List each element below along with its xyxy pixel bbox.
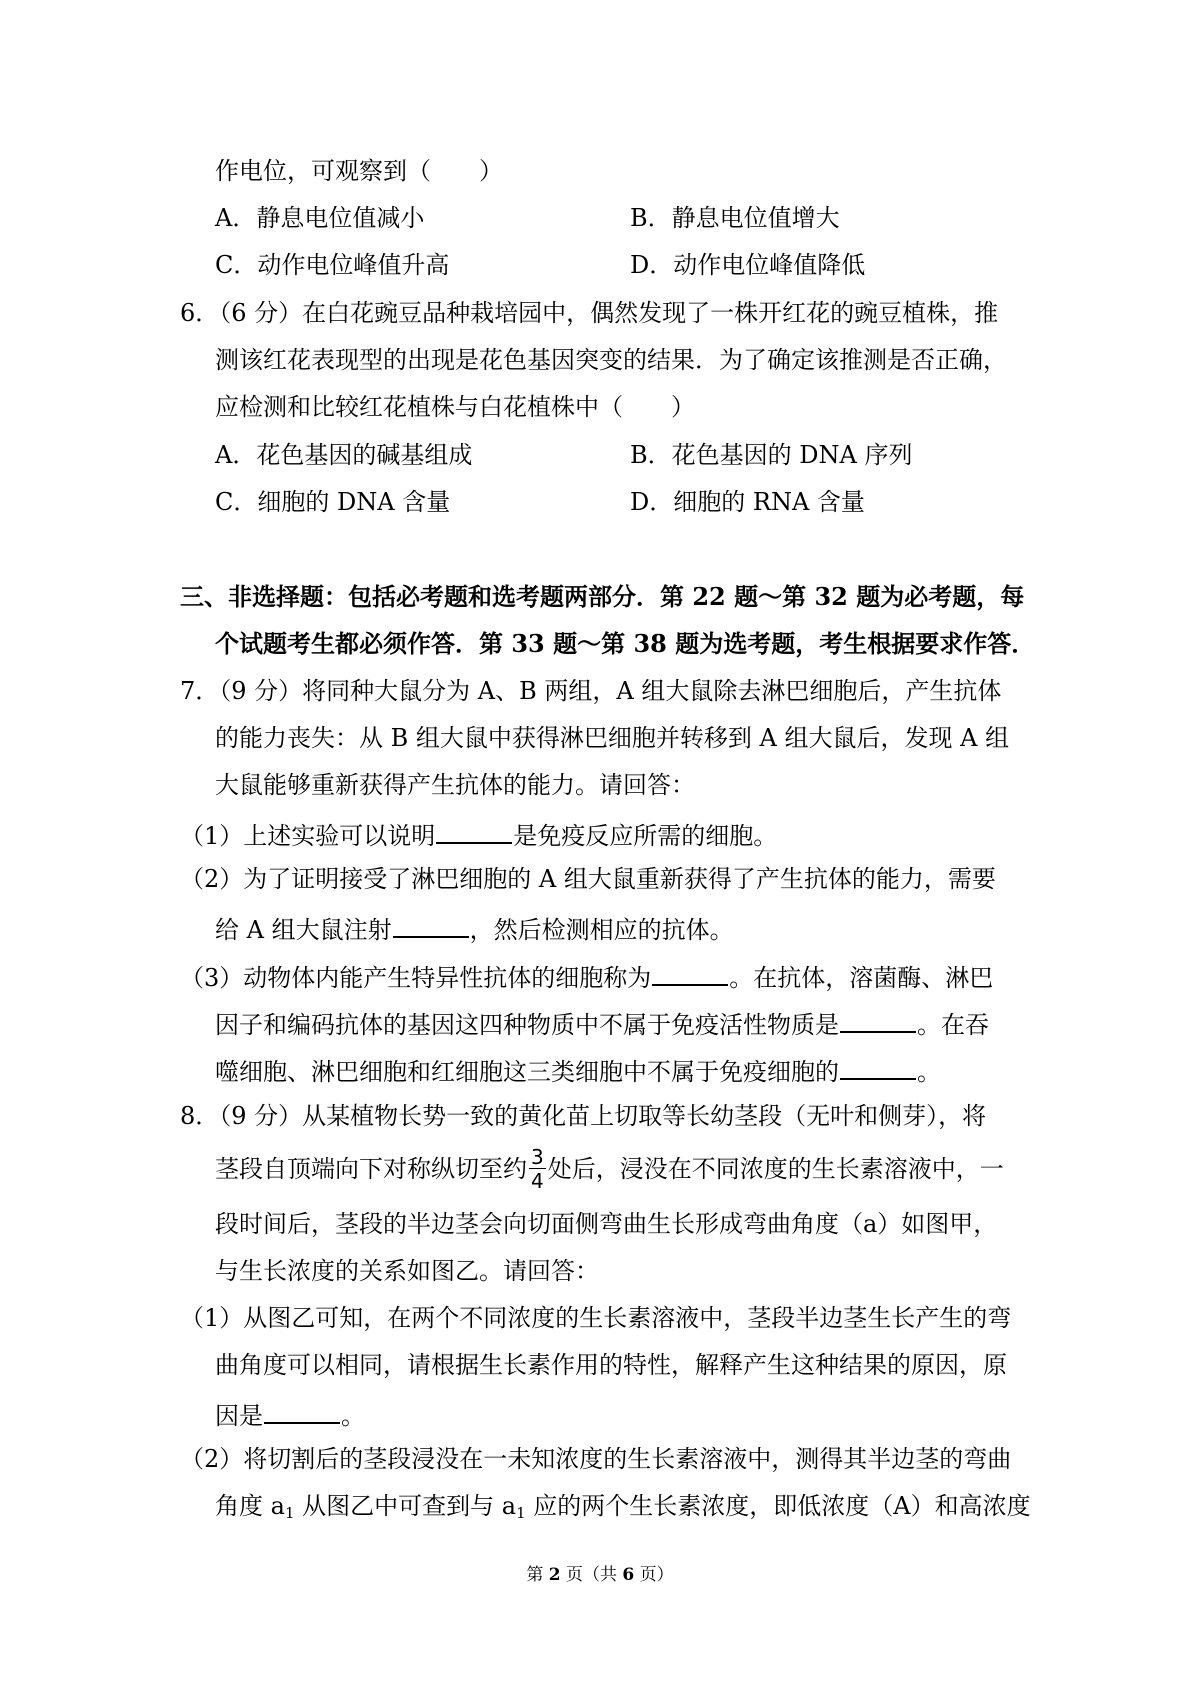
q6-option-c: C．细胞的 DNA 含量: [215, 488, 451, 516]
subscript: 1: [284, 1504, 295, 1522]
q6-option-d: D．细胞的 RNA 含量: [630, 488, 865, 516]
q8-part-2-text-a: 角度 a: [215, 1492, 285, 1520]
q6-option-a: A．花色基因的碱基组成: [215, 441, 473, 469]
q6-stem-line-1: 6．（6 分）在白花豌豆品种栽培园中，偶然发现了一株开红花的豌豆植株，推: [180, 299, 999, 327]
q8-part-2-text-b: 从图乙中可查到与 a: [294, 1492, 517, 1520]
footer-prefix: 第: [526, 1565, 544, 1585]
page-footer: [0, 1567, 1200, 1584]
q5-option-a: A．静息电位值减小: [215, 204, 425, 232]
q6-stem-line-3: 应检测和比较红花植株与白花植株中（ ）: [215, 393, 695, 421]
q8-part-1-text-a: 因是: [215, 1402, 263, 1430]
q7-part-3-text-b: 。在抗体，溶菌酶、淋巴: [729, 964, 994, 992]
q8-stem-line-3: 段时间后，茎段的半边茎会向切面侧弯曲生长形成弯曲角度（a）如图甲，: [215, 1210, 998, 1238]
answer-blank: [840, 1056, 916, 1080]
q6-option-b: B．花色基因的 DNA 序列: [630, 441, 913, 469]
q8-part-1-line-2: 曲角度可以相同，请根据生长素作用的特性，解释产生这种结果的原因，原: [215, 1351, 1007, 1379]
q8-stem-text-b: 处后，浸没在不同浓度的生长素溶液中，一: [547, 1155, 1004, 1183]
answer-blank: [393, 914, 469, 938]
q7-stem-line-1: 7．（9 分）将同种大鼠分为 A、B 两组，A 组大鼠除去淋巴细胞后，产生抗体: [180, 677, 1002, 705]
footer-suffix: 页）: [639, 1565, 674, 1585]
footer-total-pages: 6: [622, 1565, 635, 1585]
q8-stem-text-a: 茎段自顶端向下对称纵切至约: [215, 1155, 527, 1183]
q7-part-2-line-1: （2）为了证明接受了淋巴细胞的 A 组大鼠重新获得了产生抗体的能力，需要: [180, 865, 996, 893]
section-3-heading-line-1: 三、非选择题：包括必考题和选考题两部分．第 22 题～第 32 题为必考题，每: [180, 582, 1025, 611]
q7-part-3-text-a: （3）动物体内能产生特异性抗体的细胞称为: [180, 964, 652, 992]
answer-blank: [436, 820, 512, 844]
q7-part-2-text-a: 给 A 组大鼠注射: [215, 916, 392, 944]
q7-part-3-line-3: [215, 1056, 941, 1084]
q7-part-3-line-2: [215, 1009, 989, 1037]
q7-stem-line-2: 的能力丧失：从 B 组大鼠中获得淋巴细胞并转移到 A 组大鼠后，发现 A 组: [215, 724, 1010, 752]
q5-option-d: D．动作电位峰值降低: [630, 251, 866, 279]
fraction: [529, 1147, 546, 1191]
q5-option-b: B．静息电位值增大: [630, 204, 840, 232]
fraction-denominator: 4: [531, 1169, 544, 1193]
q8-part-1-line-3: [215, 1400, 365, 1428]
q7-part-2-text-b: ，然后检测相应的抗体。: [469, 916, 734, 944]
q7-part-1-text-a: （1）上述实验可以说明: [180, 822, 436, 850]
q5-option-c: C．动作电位峰值升高: [215, 251, 450, 279]
subscript: 1: [516, 1504, 526, 1522]
q5-stem-tail: 作电位，可观察到（ ）: [215, 157, 503, 185]
q6-stem-line-2: 测该红花表现型的出现是花色基因突变的结果．为了确定该推测是否正确，: [215, 346, 1007, 374]
fraction-numerator: 3: [531, 1145, 544, 1169]
q7-part-1-text-b: 是免疫反应所需的细胞。: [513, 822, 778, 850]
q7-part-3-line-1: [180, 962, 993, 990]
q7-part-2-line-2: [215, 914, 734, 942]
answer-blank: [840, 1009, 916, 1033]
q8-stem-line-1: 8．（9 分）从某植物长势一致的黄化苗上切取等长幼茎段（无叶和侧芽），将: [180, 1102, 987, 1130]
q7-part-3-text-f: 。: [917, 1058, 941, 1086]
q8-part-2-line-1: （2）将切割后的茎段浸没在一未知浓度的生长素溶液中，测得其半边茎的弯曲: [180, 1445, 1012, 1473]
answer-blank: [264, 1400, 340, 1424]
q7-part-1: [180, 820, 777, 848]
q8-part-2-text-c: 应的两个生长素浓度，即低浓度（A）和高浓度: [525, 1492, 1031, 1520]
section-3-heading-line-2: 个试题考生都必须作答．第 33 题～第 38 题为选考题，考生根据要求作答．: [215, 629, 1036, 658]
q8-stem-line-2: [215, 1147, 1004, 1191]
footer-middle: 页（共: [566, 1565, 617, 1585]
q7-part-3-text-c: 因子和编码抗体的基因这四种物质中不属于免疫活性物质是: [215, 1011, 839, 1039]
q7-stem-line-3: 大鼠能够重新获得产生抗体的能力。请回答：: [215, 771, 695, 799]
q8-stem-line-4: 与生长浓度的关系如图乙。请回答：: [215, 1257, 599, 1285]
q8-part-1-text-b: 。: [341, 1402, 365, 1430]
q7-part-3-text-e: 噬细胞、淋巴细胞和红细胞这三类细胞中不属于免疫细胞的: [215, 1058, 839, 1086]
q8-part-1-line-1: （1）从图乙可知，在两个不同浓度的生长素溶液中，茎段半边茎生长产生的弯: [180, 1304, 1012, 1332]
q7-part-3-text-d: 。在吞: [917, 1011, 989, 1039]
q8-part-2-line-2: [215, 1492, 1031, 1522]
answer-blank: [652, 962, 728, 986]
footer-page-number: 2: [548, 1565, 561, 1585]
